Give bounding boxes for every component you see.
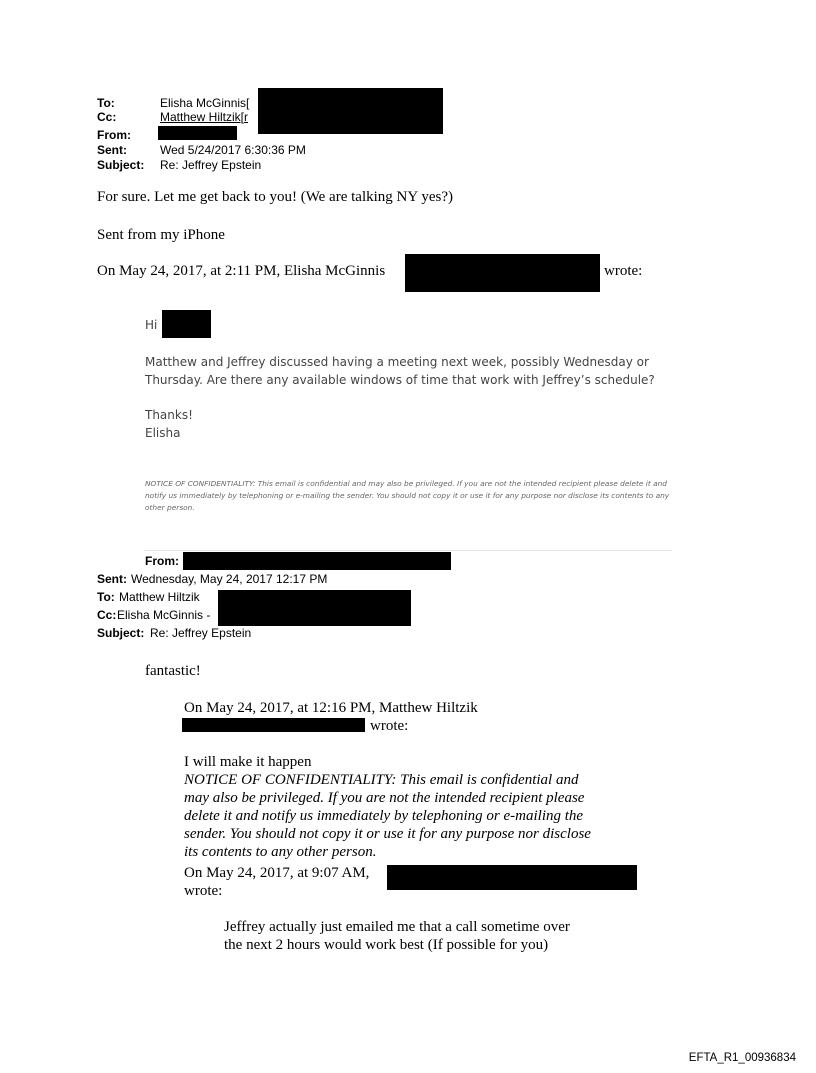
to-label: To: xyxy=(97,590,115,604)
redaction-box xyxy=(258,88,443,134)
thanks: Thanks! xyxy=(145,408,193,422)
divider xyxy=(144,550,672,551)
sender-name: Elisha xyxy=(145,426,181,440)
notice-line: NOTICE OF CONFIDENTIALITY: This email is confidential and xyxy=(184,772,579,788)
quoted-body: I will make it happen xyxy=(184,754,312,770)
redaction-box xyxy=(387,865,637,890)
redaction-box xyxy=(218,590,411,626)
attribution: On May 24, 2017, at 2:11 PM, Elisha McGinnis xyxy=(97,263,386,279)
sent-value: Wed 5/24/2017 6:30:36 PM xyxy=(160,143,306,157)
quoted-body-line: Matthew and Jeffrey discussed having a meeting next week, possibly Wednesday or xyxy=(145,355,649,369)
attribution-wrote: wrote: xyxy=(184,883,223,899)
cc-label: Cc: xyxy=(97,110,117,124)
notice-line: sender. You should not copy it or use it for any purpose nor disclose xyxy=(184,826,591,842)
to-value: Elisha McGinnis[ xyxy=(160,96,250,110)
to-value: Matthew Hiltzik xyxy=(119,590,200,604)
quoted-body-line: the next 2 hours would work best (If possible for you) xyxy=(224,937,549,953)
cc-label: Cc: xyxy=(97,608,117,622)
redaction-box xyxy=(162,310,211,338)
redaction-box xyxy=(182,718,365,732)
page-id: EFTA_R1_00936834 xyxy=(688,1052,796,1064)
subject-value: Re: Jeffrey Epstein xyxy=(160,158,262,172)
sent-label: Sent: xyxy=(97,572,127,586)
cc-value: Elisha McGinnis - xyxy=(117,608,211,622)
from-label: From: xyxy=(97,128,131,142)
subject-label: Subject: xyxy=(97,626,145,640)
quoted-body-line: Thursday. Are there any available windows of time that work with Jeffrey’s schedule? xyxy=(145,373,655,387)
signature: Sent from my iPhone xyxy=(97,227,225,243)
attribution-wrote: wrote: xyxy=(370,718,409,734)
sent-label: Sent: xyxy=(97,143,127,157)
greeting: Hi xyxy=(145,318,158,332)
subject-value: Re: Jeffrey Epstein xyxy=(150,626,252,640)
confidentiality-notice: NOTICE OF CONFIDENTIALITY: This email is confidential and may also be privileged. If you are not the intended recipient please delete it and notify us immediately by telephoning or e-mailing the sender. You should not copy it or use it for any purpose nor disclose its contents to any other person. xyxy=(145,479,670,512)
notice-line: may also be privileged. If you are not the intended recipient please xyxy=(184,790,585,806)
redaction-box xyxy=(158,126,237,140)
redaction-box xyxy=(405,254,600,292)
sent-value: Wednesday, May 24, 2017 12:17 PM xyxy=(131,572,328,586)
to-label: To: xyxy=(97,96,115,110)
notice-line: its contents to any other person. xyxy=(184,844,377,860)
attribution-wrote: wrote: xyxy=(604,263,643,279)
subject-label: Subject: xyxy=(97,158,145,172)
reply-line: For sure. Let me get back to you! (We are talking NY yes?) xyxy=(97,189,454,205)
attribution: On May 24, 2017, at 12:16 PM, Matthew Hiltzik xyxy=(184,700,478,716)
from-label: From: xyxy=(145,554,179,568)
notice-line: delete it and notify us immediately by telephoning or e-mailing the xyxy=(184,808,584,824)
cc-value: Matthew Hiltzik[r xyxy=(160,110,249,124)
attribution: On May 24, 2017, at 9:07 AM, xyxy=(184,865,370,881)
quoted-body-line: Jeffrey actually just emailed me that a call sometime over xyxy=(224,919,570,935)
message-body: fantastic! xyxy=(145,663,201,679)
redaction-box xyxy=(183,552,451,570)
